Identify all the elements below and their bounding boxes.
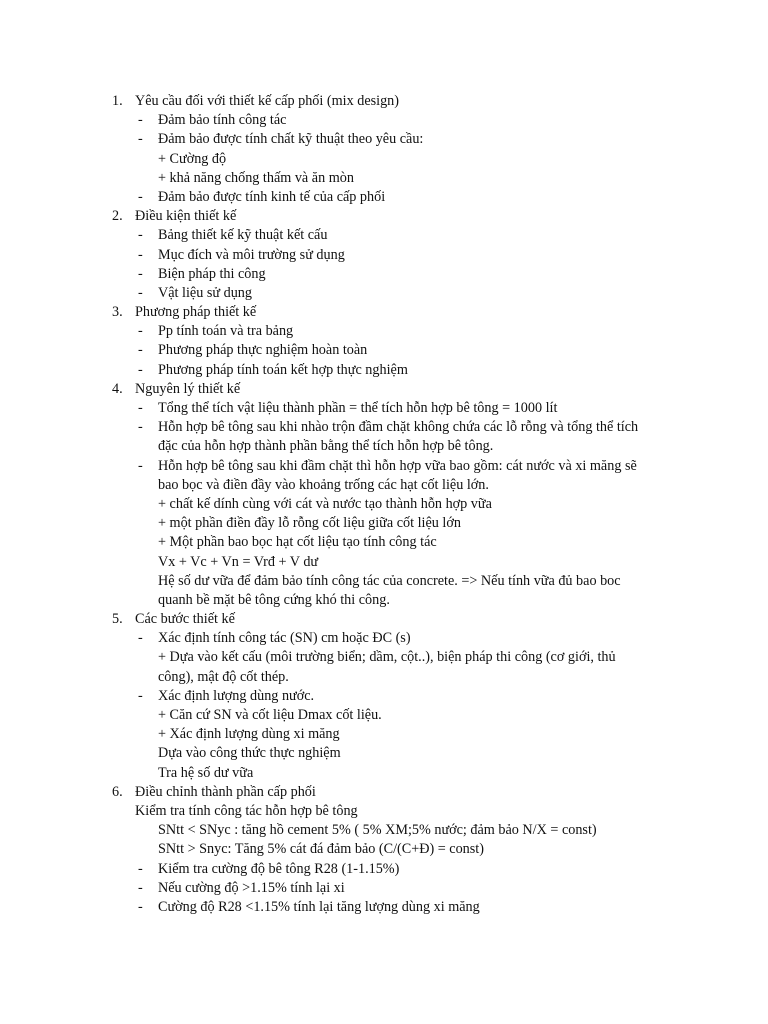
bullet-dash: -: [138, 131, 143, 148]
bullet-dash: -: [138, 246, 143, 263]
line-text: công), mật độ cốt thép.: [158, 668, 289, 685]
bullet-item: [0, 361, 768, 380]
bullet-dash: -: [138, 860, 143, 877]
line-text: Hệ số dư vữa để đảm bảo tính công tác của concrete. => Nếu tính vữa đủ bao boc: [158, 572, 621, 589]
bullet-text: Mục đích và môi trường sử dụng: [158, 246, 345, 263]
bullet-text: Xác định tính công tác (SN) cm hoặc ĐC (s): [158, 630, 411, 647]
section-number: 2.: [112, 208, 123, 225]
bullet-dash: -: [138, 457, 143, 474]
bullet-text: Tổng thể tích vật liệu thành phần = thể tích hỗn hợp bê tông = 1000 lít: [158, 400, 558, 416]
line-text: Kiểm tra tính công tác hỗn hợp bê tông: [135, 802, 358, 819]
bullet-text: Bảng thiết kế kỹ thuật kết cấu: [158, 227, 328, 244]
bullet-text: Pp tính toán và tra bảng: [158, 323, 294, 340]
bullet-dash: -: [138, 112, 143, 129]
bullet-item: [0, 284, 768, 303]
bullet-dash: -: [138, 419, 143, 436]
bullet-text: Kiểm tra cường độ bê tông R28 (1-1.15%): [158, 860, 400, 877]
text-line: [0, 553, 768, 572]
bullet-text: Nếu cường độ >1.15% tính lại xi: [158, 879, 345, 896]
text-line: [0, 437, 768, 456]
text-line: [0, 802, 768, 821]
section-title: Yêu cầu đối với thiết kế cấp phối (mix design): [135, 93, 399, 109]
bullet-item: [0, 322, 768, 341]
section-heading: [0, 303, 768, 322]
bullet-text: Cường độ R28 <1.15% tính lại tăng lượng dùng xi măng: [158, 898, 480, 915]
line-text: quanh bề mặt bê tông cứng khó thi công.: [158, 591, 390, 608]
bullet-text: Xác định lượng dùng nước.: [158, 687, 315, 704]
bullet-item: [0, 188, 768, 207]
text-line: [0, 495, 768, 514]
bullet-item: [0, 111, 768, 130]
bullet-text: Đảm bảo được tính chất kỹ thuật theo yêu cầu:: [158, 131, 424, 148]
bullet-item: [0, 687, 768, 706]
bullet-text: Phương pháp tính toán kết hợp thực nghiệm: [158, 361, 408, 378]
bullet-text: Phương pháp thực nghiệm hoàn toàn: [158, 342, 368, 359]
bullet-item: [0, 860, 768, 879]
text-line: [0, 572, 768, 591]
section-heading: [0, 207, 768, 226]
bullet-dash: -: [138, 630, 143, 647]
bullet-dash: -: [138, 227, 143, 244]
line-text: SNtt < SNyc : tăng hồ cement 5% ( 5% XM;5% nước; đảm bảo N/X = const): [158, 822, 597, 839]
bullet-item: [0, 898, 768, 917]
section-number: 1.: [112, 93, 123, 109]
text-line: [0, 821, 768, 840]
bullet-item: [0, 265, 768, 284]
bullet-item: [0, 457, 768, 476]
bullet-text: Đảm bảo được tính kinh tế của cấp phối: [158, 188, 386, 205]
section-title: Các bước thiết kế: [135, 611, 235, 628]
bullet-dash: -: [138, 265, 143, 282]
bullet-item: [0, 399, 768, 418]
line-text: Tra hệ số dư vữa: [158, 764, 254, 781]
line-text: + chất kế dính cùng với cát và nước tạo thành hỗn hợp vữa: [158, 495, 492, 512]
bullet-dash: -: [138, 361, 143, 378]
bullet-item: [0, 226, 768, 245]
line-text: + một phần điền đầy lỗ rỗng cốt liệu giữa cốt liệu lớn: [158, 515, 461, 532]
section-number: 5.: [112, 611, 123, 628]
text-line: [0, 169, 768, 188]
document-page: [0, 92, 768, 917]
line-text: bao bọc và điền đầy vào khoảng trống các hạt cốt liệu lớn.: [158, 476, 489, 493]
bullet-dash: -: [138, 687, 143, 704]
text-line: [0, 150, 768, 169]
text-line: [0, 764, 768, 783]
section-title: Nguyên lý thiết kế: [135, 380, 241, 397]
section-heading: [0, 610, 768, 629]
bullet-dash: -: [138, 284, 143, 301]
text-line: [0, 725, 768, 744]
bullet-text: Biện pháp thi công: [158, 265, 266, 282]
line-text: + khả năng chống thấm và ăn mòn: [158, 169, 354, 186]
line-text: + Dựa vào kết cấu (môi trường biển; dầm, cột..), biện pháp thi công (cơ giới, thủ: [158, 649, 616, 666]
text-line: [0, 840, 768, 859]
section-title: Phương pháp thiết kế: [135, 304, 257, 321]
line-text: + Căn cứ SN và cốt liệu Dmax cốt liệu.: [158, 707, 382, 723]
bullet-text: Hỗn hợp bê tông sau khi đầm chặt thì hỗn hợp vữa bao gồm: cát nước và xi măng sẽ: [158, 457, 637, 474]
section-number: 4.: [112, 380, 123, 397]
text-line: [0, 533, 768, 552]
section-number: 3.: [112, 304, 123, 321]
text-line: [0, 591, 768, 610]
bullet-item: [0, 629, 768, 648]
section-title: Điều chỉnh thành phần cấp phối: [135, 783, 316, 800]
text-line: [0, 668, 768, 687]
bullet-dash: -: [138, 323, 143, 340]
bullet-dash: -: [138, 342, 143, 359]
section-heading: [0, 783, 768, 802]
bullet-item: [0, 879, 768, 898]
bullet-dash: -: [138, 400, 143, 416]
section-heading: [0, 92, 768, 111]
text-line: [0, 744, 768, 763]
bullet-dash: -: [138, 879, 143, 896]
bullet-item: [0, 418, 768, 437]
line-text: + Một phần bao bọc hạt cốt liệu tạo tính công tác: [158, 534, 437, 551]
bullet-dash: -: [138, 188, 143, 205]
line-text: SNtt > Snyc: Tăng 5% cát đá đảm bảo (C/(C+Đ) = const): [158, 841, 484, 858]
line-text: Vx + Vc + Vn = Vrđ + V dư: [158, 553, 319, 570]
section-title: Điều kiện thiết kế: [135, 208, 237, 225]
line-text: Dựa vào công thức thực nghiệm: [158, 745, 341, 762]
text-line: [0, 514, 768, 533]
bullet-text: Đảm bảo tính công tác: [158, 112, 287, 129]
text-line: [0, 648, 768, 667]
bullet-text: Vật liệu sử dụng: [158, 284, 252, 301]
line-text: + Cường độ: [158, 150, 227, 167]
bullet-item: [0, 246, 768, 265]
bullet-dash: -: [138, 898, 143, 915]
line-text: + Xác định lượng dùng xi măng: [158, 726, 340, 743]
section-number: 6.: [112, 783, 123, 800]
line-text: đặc của hỗn hợp thành phần bằng thể tích hỗn hợp bê tông.: [158, 438, 494, 455]
bullet-item: [0, 130, 768, 149]
text-line: [0, 706, 768, 725]
text-line: [0, 476, 768, 495]
bullet-item: [0, 341, 768, 360]
bullet-text: Hỗn hợp bê tông sau khi nhào trộn đầm chặt không chứa các lỗ rỗng và tổng thể tích: [158, 419, 639, 436]
section-heading: [0, 380, 768, 399]
